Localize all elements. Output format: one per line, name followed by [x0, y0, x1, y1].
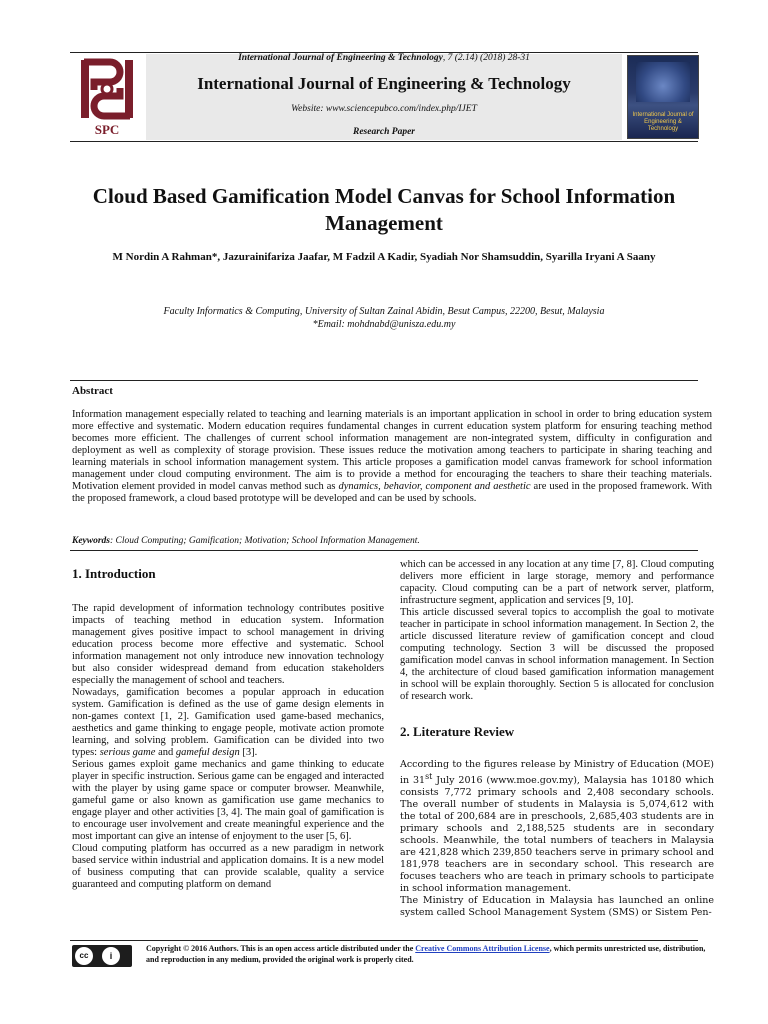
header-rule-bottom — [70, 141, 698, 142]
intro-paragraph-5: which can be accessed in any location at any time [7, 8]. Cloud computing delivers more efficient in large storage, memory and performance capacity. Cloud computing can be a part of network server, platform, infrastructure segment, application and services [9, 10]. — [400, 559, 714, 606]
intro-paragraph-2 — [72, 687, 384, 759]
affiliation-block — [90, 305, 678, 331]
paper-authors: M Nordin A Rahman*, Jazurainifariza Jaafar, M Fadzil A Kadir, Syadiah Nor Shamsuddin, Syarilla Iryani A Saany — [112, 251, 656, 263]
lit-p1-a: According to the figures release by Ministry of Education (MOE) in 31 — [400, 759, 714, 787]
abstract-heading: Abstract — [72, 385, 113, 397]
copyright-text-a: Copyright © 2016 Authors. This is an open access article distributed under the — [146, 944, 416, 953]
cover-text: International Journal of Engineering & Technology — [632, 112, 694, 132]
left-column — [72, 566, 384, 891]
literature-paragraph-1 — [400, 759, 714, 895]
journal-website[interactable]: Website: www.sciencepubco.com/index.php/IJET — [291, 104, 477, 114]
intro-paragraph-4: Cloud computing platform has occurred as a new paradigm in network based service within industrial and application domains. It is a new model of business computing that can provide scalable, quality a service guaranteed and computing platform on demand — [72, 843, 384, 890]
keywords — [72, 536, 712, 546]
intro-paragraph-3: Serious games exploit game mechanics and game thinking to educate player in specific instruction. Serious game can be engaged and interacted with the player by using game space or computer browser. Meanwhile, gameful game or also known as gamification use game mechanics to engage player and other activities [3, 4]. The main goal of gamification is to encourage user involvement and create meaningful experience and the most important can give an intense of enjoyment to the user [5, 6]. — [72, 759, 384, 842]
cover-art — [636, 62, 690, 102]
intro-p2-a: Nowadays, gamification becomes a popular approach in education system. Gamification is defined as the use of game design elements in non-games context [1, 2]. Gamification used game-based mechanics, aesthetics and game thinking to engage people, motivate action promote learning, and solving problem. Gamification can be divided into two types: — [72, 687, 384, 758]
abstract-rule-top — [70, 380, 698, 381]
keywords-list: : Cloud Computing; Gamification; Motivation; School Information Management. — [110, 536, 420, 546]
journal-cover-image — [627, 55, 699, 139]
paper-title: Cloud Based Gamification Model Canvas for School Information Management — [92, 184, 676, 235]
abstract-italic: dynamics, behavior, component and aesthetic — [338, 481, 531, 492]
footer-rule — [70, 940, 698, 941]
citation-details: , 7 (2.14) (2018) 28-31 — [442, 53, 530, 63]
journal-title: International Journal of Engineering & Technology — [197, 74, 571, 93]
paper-type: Research Paper — [352, 127, 415, 137]
abstract-body — [72, 409, 712, 505]
by-icon: i — [102, 947, 120, 965]
intro-p2-gameful-design: gameful design — [175, 747, 240, 758]
abstract-rule-bottom — [70, 550, 698, 551]
intro-heading: 1. Introduction — [72, 566, 156, 581]
logo-label: SPC — [94, 122, 120, 137]
intro-p2-and: and — [155, 747, 176, 758]
abstract-text-1: Information management especially related to teaching and learning materials is an important application in school in order to bring education system more effective and systematic. Modern education requires fundamental changes in current education system platform for ensuring teaching method becomes more efficient. The challenges of current school information management are non-integrated system, difficulty in configuration and deployment as well as complexity of storage provision. These issues reduce the motivation among teachers to participate in sharing teaching and learning materials in school information management system. This article proposes a gamification model canvas framework for school information management under cloud computing environment. The aim is to provide a method for encouraging the teachers to share their teaching materials. Motivation element provided in model canvas method such as — [72, 409, 712, 492]
citation-journal: International Journal of Engineering & Technology — [238, 53, 443, 63]
copyright-text-b: , which permits unrestricted use, distribution, and reproduction in any medium, provided the original work is properly cited. — [146, 944, 706, 964]
abstract-text-2: are used in the proposed framework. With the proposed framework, a cloud based prototype will be developed and can be used by schools. — [72, 481, 712, 504]
affiliation: Faculty Informatics & Computing, University of Sultan Zainal Abidin, Besut Campus, 22200, Besut, Malaysia — [163, 306, 605, 317]
right-column — [400, 559, 714, 919]
lit-p1-sup: st — [425, 772, 433, 781]
cc-icon: cc — [75, 947, 93, 965]
lit-p1-b: July 2016 (www.moe.gov.my), Malaysia has 10180 which consists 7,772 primary schools and 2,408 secondary schools. The overall number of students in Malaysia is 5,074,612 with the total of 200,684 are in preschools, 2,685,403 students are in primary schools and 2,188,525 students are in secondary schools. Meanwhile, the total numbers of teachers in Malaysia are 421,828 which 239,850 teachers serve in primary school and 181,978 teachers are in secondary school. This research are focuses teachers who are teach in primary schools to participate in school information management. — [400, 775, 714, 895]
corresponding-email[interactable]: *Email: mohdnabd@unisza.edu.my — [312, 319, 456, 330]
cc-license-badge[interactable] — [72, 945, 132, 967]
license-link[interactable]: Creative Commons Attribution License — [415, 944, 550, 953]
intro-paragraph-6: This article discussed several topics to accomplish the goal to motivate teacher in participate in school information management. In Section 2, the article discussed literature review of gamification concept and cloud computing technology. Section 3 will be discussed the proposed gamification model canvas in school information management. In Section 4, the architecture of cloud based gamification information management in school will be explain thoroughly. Section 5 is allocated for conclusion of research work. — [400, 607, 714, 702]
literature-paragraph-2: The Ministry of Education in Malaysia has launched an online system called School Management System (SMS) or Sistem Pen- — [400, 895, 714, 919]
citation-line — [146, 53, 622, 63]
literature-heading: 2. Literature Review — [400, 724, 515, 739]
intro-paragraph-1: The rapid development of information technology contributes positive impacts of teaching method in education system. Information management gives positive impact to school management in driving education process become more effective and systematic. School information management not only introduce new innovation technology but also consider widespread demand from education stakeholders especially the management of school and teachers. — [72, 603, 384, 686]
keywords-label: Keywords — [72, 536, 110, 546]
intro-p2-serious-game: serious game — [99, 747, 156, 758]
copyright-notice — [146, 943, 712, 965]
intro-p2-b: [3]. — [239, 747, 258, 758]
